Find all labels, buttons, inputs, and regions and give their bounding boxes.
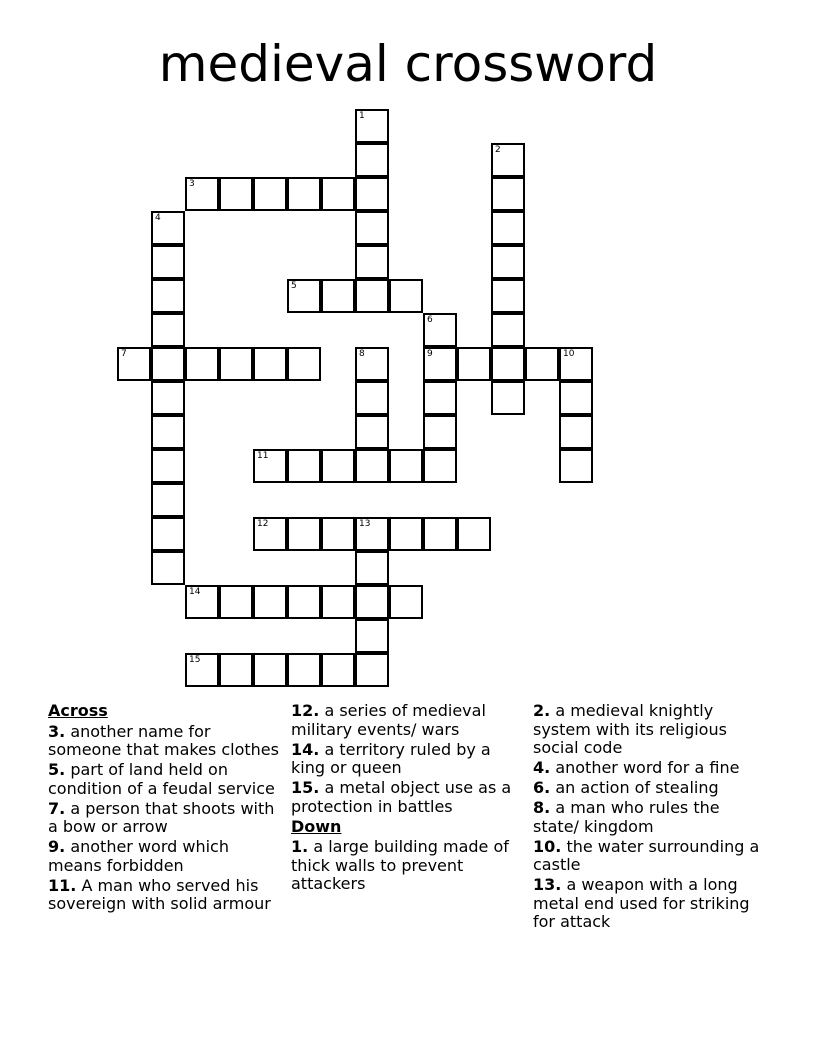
grid-cell[interactable] [559, 381, 593, 415]
grid-cell[interactable] [253, 347, 287, 381]
grid-cell[interactable] [253, 449, 287, 483]
grid-cell[interactable] [355, 551, 389, 585]
cell-number: 14 [189, 587, 201, 597]
cell-number: 8 [359, 349, 365, 359]
clue-across-9: 9. another word which means forbidden [48, 837, 229, 875]
clue-across-12: 12. a series of medieval military events/ wars [291, 701, 486, 739]
grid-cell[interactable] [491, 143, 525, 177]
grid-cell[interactable] [321, 449, 355, 483]
grid-cell[interactable] [151, 211, 185, 245]
grid-cell[interactable] [389, 517, 423, 551]
clue-across-11: 11. A man who served his sovereign with solid armour [48, 875, 271, 913]
clues-column-3 [533, 702, 769, 933]
grid-cell[interactable] [151, 245, 185, 279]
grid-cell[interactable] [423, 449, 457, 483]
grid-cell[interactable] [321, 653, 355, 687]
grid-cell[interactable] [287, 177, 321, 211]
grid-cell[interactable] [423, 381, 457, 415]
grid-cell[interactable] [355, 279, 389, 313]
grid-cell[interactable] [355, 619, 389, 653]
clue-across-7: 7. a person that shoots with a bow or arrow [48, 798, 275, 836]
cell-number: 10 [563, 349, 575, 359]
grid-cell[interactable] [423, 313, 457, 347]
grid-cell[interactable] [355, 517, 389, 551]
grid-cell[interactable] [491, 211, 525, 245]
cell-number: 7 [121, 349, 127, 359]
clues-column-2 [291, 702, 515, 895]
grid-cell[interactable] [117, 347, 151, 381]
grid-cell[interactable] [219, 177, 253, 211]
grid-cell[interactable] [219, 585, 253, 619]
grid-cell[interactable] [151, 313, 185, 347]
clue-down-8: 8. a man who rules the state/ kingdom [533, 798, 720, 836]
grid-cell[interactable] [219, 653, 253, 687]
grid-cell[interactable] [355, 381, 389, 415]
grid-cell[interactable] [321, 517, 355, 551]
cell-number: 6 [427, 315, 433, 325]
cell-number: 5 [291, 281, 297, 291]
grid-cell[interactable] [423, 347, 457, 381]
grid-cell[interactable] [151, 483, 185, 517]
grid-cell[interactable] [151, 279, 185, 313]
grid-cell[interactable] [355, 585, 389, 619]
grid-cell[interactable] [287, 653, 321, 687]
clue-across-14: 14. a territory ruled by a king or queen [291, 739, 491, 777]
page-title: medieval crossword [158, 35, 658, 93]
grid-cell[interactable] [185, 585, 219, 619]
grid-cell[interactable] [491, 313, 525, 347]
grid-cell[interactable] [559, 415, 593, 449]
clue-across-5: 5. part of land held on condition of a feudal service [48, 760, 275, 798]
grid-cell[interactable] [389, 279, 423, 313]
grid-cell[interactable] [287, 347, 321, 381]
grid-cell[interactable] [423, 415, 457, 449]
grid-cell[interactable] [151, 415, 185, 449]
grid-cell[interactable] [287, 279, 321, 313]
clues-column-1 [48, 702, 284, 915]
clue-across-3: 3. another name for someone that makes clothes [48, 721, 279, 759]
grid-cell[interactable] [491, 279, 525, 313]
down-heading: Down [291, 816, 342, 836]
grid-cell[interactable] [559, 347, 593, 381]
grid-cell[interactable] [389, 449, 423, 483]
grid-cell[interactable] [355, 177, 389, 211]
grid-cell[interactable] [491, 245, 525, 279]
grid-cell[interactable] [185, 347, 219, 381]
cell-number: 3 [189, 179, 195, 189]
grid-cell[interactable] [151, 517, 185, 551]
grid-cell[interactable] [423, 517, 457, 551]
clue-across-15: 15. a metal object use as a protection in battles [291, 778, 512, 816]
clue-down-2: 2. a medieval knightly system with its religious social code [533, 701, 727, 757]
grid-cell[interactable] [457, 517, 491, 551]
grid-cell[interactable] [219, 347, 253, 381]
grid-cell[interactable] [525, 347, 559, 381]
grid-cell[interactable] [321, 279, 355, 313]
cell-number: 4 [155, 213, 161, 223]
grid-cell[interactable] [151, 449, 185, 483]
grid-cell[interactable] [287, 449, 321, 483]
cell-number: 15 [189, 655, 201, 665]
grid-cell[interactable] [151, 347, 185, 381]
grid-cell[interactable] [253, 585, 287, 619]
grid-cell[interactable] [355, 143, 389, 177]
grid-cell[interactable] [321, 585, 355, 619]
grid-cell[interactable] [355, 245, 389, 279]
grid-cell[interactable] [185, 177, 219, 211]
grid-cell[interactable] [321, 177, 355, 211]
grid-cell[interactable] [287, 517, 321, 551]
grid-cell[interactable] [253, 653, 287, 687]
clue-down-13: 13. a weapon with a long metal end used for striking for attack [533, 875, 750, 931]
cell-number: 9 [427, 349, 433, 359]
grid-cell[interactable] [491, 347, 525, 381]
grid-cell[interactable] [253, 517, 287, 551]
grid-cell[interactable] [185, 653, 219, 687]
across-heading: Across [48, 701, 108, 720]
grid-cell[interactable] [355, 109, 389, 143]
grid-cell[interactable] [355, 211, 389, 245]
cell-number: 2 [495, 145, 501, 155]
clue-down-6: 6. an action of stealing [533, 778, 719, 797]
clue-down-1: 1. a large building made of thick walls to prevent attackers [291, 837, 509, 893]
grid-cell[interactable] [491, 177, 525, 211]
grid-cell[interactable] [355, 347, 389, 381]
clue-down-4: 4. another word for a fine [533, 758, 740, 777]
cell-number: 13 [359, 519, 371, 529]
grid-cell[interactable] [355, 653, 389, 687]
grid-cell[interactable] [151, 551, 185, 585]
grid-cell[interactable] [389, 585, 423, 619]
grid-cell[interactable] [491, 381, 525, 415]
cell-number: 1 [359, 111, 365, 121]
grid-cell[interactable] [287, 585, 321, 619]
grid-cell[interactable] [151, 381, 185, 415]
grid-cell[interactable] [253, 177, 287, 211]
grid-cell[interactable] [355, 449, 389, 483]
grid-cell[interactable] [559, 449, 593, 483]
cell-number: 12 [257, 519, 269, 529]
grid-cell[interactable] [457, 347, 491, 381]
clue-down-10: 10. the water surrounding a castle [533, 836, 760, 874]
grid-cell[interactable] [355, 415, 389, 449]
cell-number: 11 [257, 451, 269, 461]
